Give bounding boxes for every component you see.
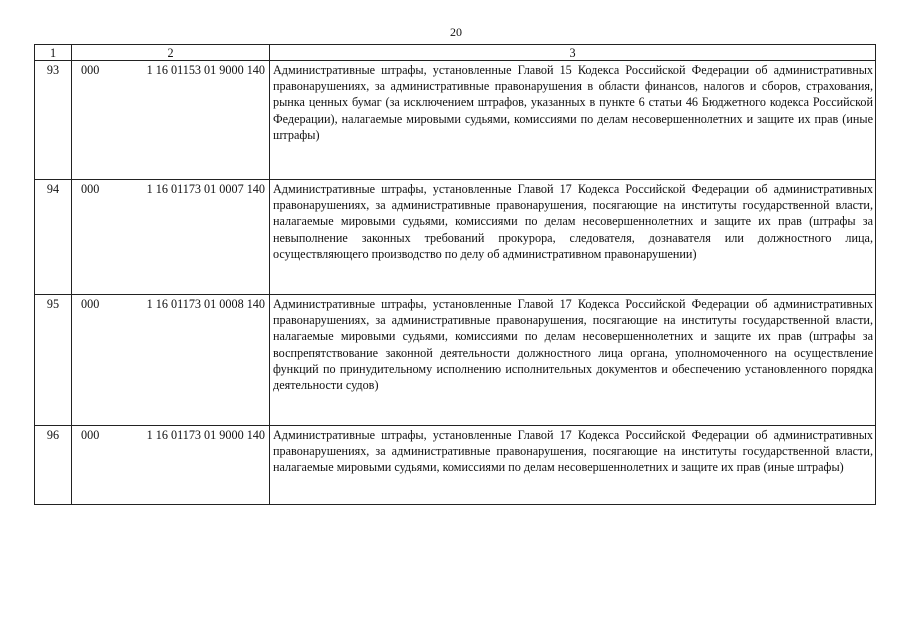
row-description: Административные штрафы, установленные Главой 17 Кодекса Российской Федерации об административных правонарушениях, за административные правонарушения, посягающие на институты государственной власти, налагаемые мировыми судьями, комиссиями по делам несовершеннолетних и защите их прав (штрафы за воспрепятствование законной деятельности должностного лица органа, уполномоченного на осуществление функций по принудительному исполнению исполнительных документов и обеспечению установленного порядка деятельности судов) [270,295,876,426]
admin-code: 000 [81,182,100,196]
table-row [35,180,876,295]
table-header-row [35,45,876,61]
row-description: Административные штрафы, установленные Главой 17 Кодекса Российской Федерации об административных правонарушениях, за административные правонарушения, посягающие на институты государственной власти, налагаемые мировыми судьями, комиссиями по делам несовершеннолетних и защите их прав (штрафы за невыполнение законных требований прокурора, следователя, дознавателя или должностного лица, осуществляющего производство по делу об административном правонарушении) [270,180,876,295]
kbk-code: 1 16 01173 01 0008 140 [146,297,265,311]
row-number: 96 [35,426,72,505]
code-cell [72,61,270,180]
column-header-description: 3 [270,45,876,61]
kbk-code: 1 16 01153 01 9000 140 [146,63,265,77]
row-number: 93 [35,61,72,180]
row-number: 95 [35,295,72,426]
table-row [35,295,876,426]
row-number: 94 [35,180,72,295]
admin-code: 000 [81,63,100,77]
admin-code: 000 [81,428,100,442]
table-row [35,61,876,180]
table-row [35,426,876,505]
column-header-number: 1 [35,45,72,61]
kbk-code: 1 16 01173 01 9000 140 [146,428,265,442]
row-description: Административные штрафы, установленные Главой 15 Кодекса Российской Федерации об административных правонарушениях, за административные правонарушения в области финансов, налогов и сборов, страхования, рынка ценных бумаг (за исключением штрафов, указанных в пункте 6 статьи 46 Бюджетного кодекса Российской Федерации), налагаемые мировыми судьями, комиссиями по делам несовершеннолетних и защите их прав (иные штрафы) [270,61,876,180]
page-number: 20 [450,25,462,39]
code-cell [72,180,270,295]
admin-code: 000 [81,297,100,311]
column-header-code: 2 [72,45,270,61]
row-description: Административные штрафы, установленные Главой 17 Кодекса Российской Федерации об административных правонарушениях, за административные правонарушения, посягающие на институты государственной власти, налагаемые мировыми судьями, комиссиями по делам несовершеннолетних и защите их прав (иные штрафы) [270,426,876,505]
kbk-code: 1 16 01173 01 0007 140 [146,182,265,196]
code-cell [72,426,270,505]
budget-revenue-table [34,44,876,505]
code-cell [72,295,270,426]
